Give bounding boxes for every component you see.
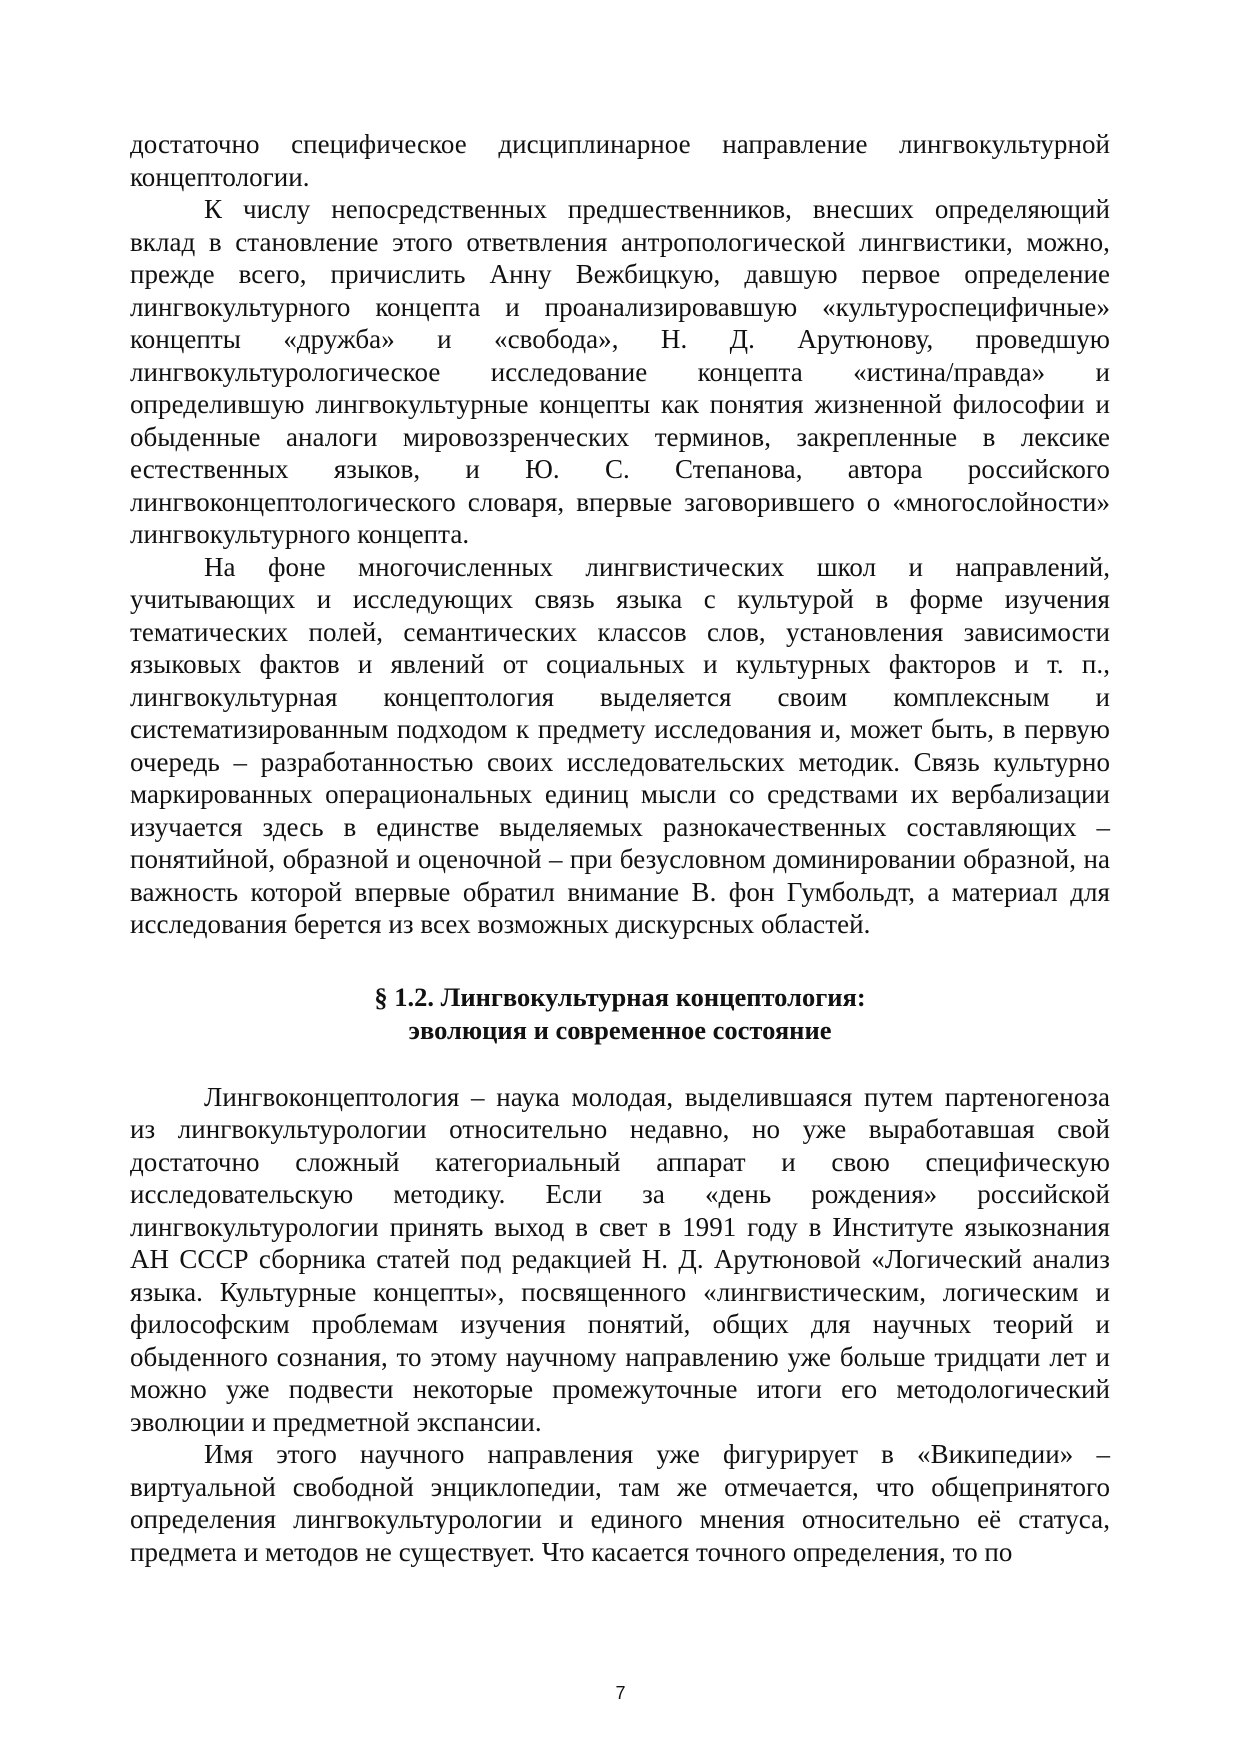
page-body <box>130 128 1110 1568</box>
section-heading-line-2: эволюция и современное состояние <box>408 1014 832 1045</box>
page-number: 7 <box>615 1683 626 1703</box>
paragraph-continuation: достаточно специфическое дисциплинарное направление лингвокультурной концептологии. <box>130 129 1110 192</box>
paragraph-wikipedia: Имя этого научного направления уже фигурирует в «Википедии» – виртуальной свободной энциклопедии, там же отмечается, что общепринятого определения лингвокультурологии и единого мнения относительно её статуса, предмета и методов не существует. Что касается точного определения, то по <box>130 1439 1110 1567</box>
section-heading-line-1: § 1.2. Лингвокультурная концептология: <box>374 981 866 1012</box>
paragraph-schools: На фоне многочисленных лингвистических школ и направлений, учитывающих и исследующих связь языка с культурой в форме изучения тематических полей, семантических классов слов, установления зависимости языковых фактов и явлений от социальных и культурных факторов и т. п., лингвокультурная концептология выделяется своим комплексным и систематизированным подходом к предмету исследования и, может быть, в первую очередь – разработанностью своих исследовательских методик. Связь культурно маркированных операциональных единиц мысли со средствами их вербализации изучается здесь в единстве выделяемых разнокачественных составляющих – понятийной, образной и оценочной – при безусловном доминировании образной, на важность которой впервые обратил внимание В. фон Гумбольдт, а материал для исследования берется из всех возможных дискурсных областей. <box>130 551 1110 939</box>
paragraph-linguoconceptology: Лингвоконцептология – наука молодая, выделившаяся путем партеногеноза из лингвокультурологии относительно недавно, но уже выработавшая свой достаточно сложный категориальный аппарат и свою специфическую исследовательскую методику. Если за «день рождения» российской лингвокультурологии принять выход в свет в 1991 году в Институте языкознания АН СССР сборника статей под редакцией Н. Д. Арутюновой «Логический анализ языка. Культурные концепты», посвященного «лингвистическим, логическим и философским проблемам изучения понятий, общих для научных теорий и обыденного сознания, то этому научному направлению уже больше тридцати лет и можно уже подвести некоторые промежуточные итоги его методологический эволюции и предметной экспансии. <box>130 1081 1110 1437</box>
section-heading <box>130 981 1110 1047</box>
paragraph-predecessors: К числу непосредственных предшественников, внесших определяющий вклад в становление этого ответвления антропологической лингвистики, можно, прежде всего, причислить Анну Вежбицкую, давшую первое определение лингвокультурного концепта и проанализировавшую «культуроспецифичные» концепты «дружба» и «свобода», Н. Д. Арутюнову, проведшую лингвокультурологическое исследование концепта «истина/правда» и определившую лингвокультурные концепты как понятия жизненной философии и обыденные аналоги мировоззренческих терминов, закрепленные в лексике естественных языков, и Ю. С. Степанова, автора российского лингвоконцептологического словаря, впервые заговорившего о «многослойности» лингвокультурного концепта. <box>130 194 1110 549</box>
